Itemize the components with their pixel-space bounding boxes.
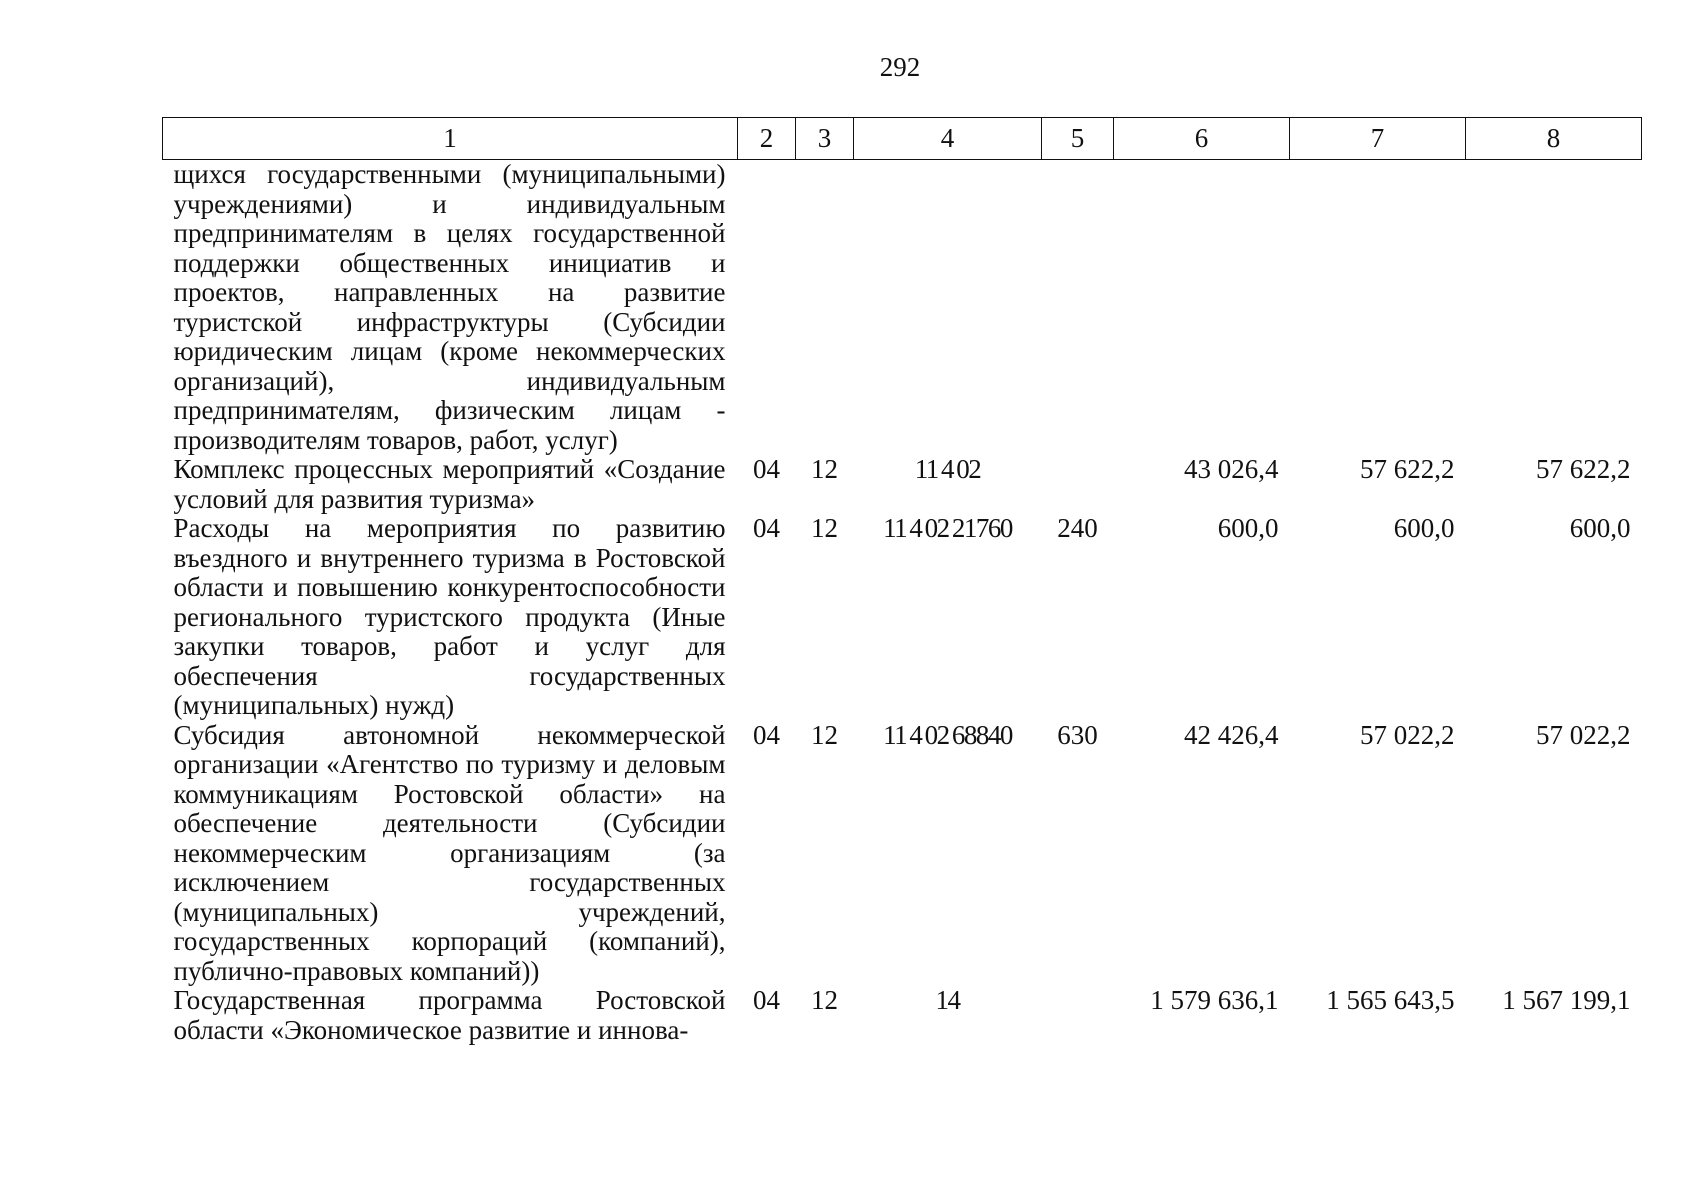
row-amount-col6: 43 026,4 [1184, 454, 1279, 484]
budget-table [162, 117, 1642, 1045]
row-amount-col7: 600,0 [1393, 513, 1455, 543]
row-section: 04 [753, 454, 780, 484]
col-header-3: 3 [796, 118, 854, 160]
table-row [163, 514, 1642, 721]
page-number: 292 [879, 52, 921, 82]
row-section: 04 [753, 985, 780, 1015]
row-description: Государственная программа Ростовской области «Экономическое развитие и иннова- [173, 985, 726, 1045]
row-expense-type: 240 [1057, 513, 1098, 543]
col-header-6: 6 [1114, 118, 1290, 160]
row-subsection [796, 160, 854, 456]
header-row [163, 118, 1642, 160]
row-target-code [854, 160, 1042, 456]
row-description: Комплекс процессных мероприятий «Создание условий для развития туризма» [173, 454, 726, 514]
row-amount-col8: 57 622,2 [1536, 454, 1631, 484]
col-header-1: 1 [163, 118, 738, 160]
row-expense-type [1042, 455, 1114, 514]
col-header-4: 4 [854, 118, 1042, 160]
row-target-code: 11 4 02 [914, 454, 981, 484]
row-section [738, 160, 796, 456]
row-amount-col8 [1466, 160, 1642, 456]
row-subsection: 12 [811, 985, 838, 1015]
row-section: 04 [753, 719, 780, 750]
row-expense-type [1042, 160, 1114, 456]
row-amount-col6: 600,0 [1217, 513, 1279, 543]
row-amount-col8: 600,0 [1569, 513, 1631, 543]
row-amount-col6: 1 579 636,1 [1150, 985, 1279, 1015]
row-section: 04 [753, 513, 780, 543]
row-amount-col8: 57 022,2 [1536, 719, 1631, 750]
row-description: щихся государственными (муниципальными) учреждениями) и индивидуальным предпринимателям в целях государственной поддержки общественных инициатив и проектов, направленных на развитие туристской инфраструктуры (Субсидии юридическим лицам (кроме некоммерческих организаций), индивидуальным предпринимателям, физическим лицам - производителям товаров, работ, услуг) [173, 159, 726, 455]
table-row [163, 455, 1642, 514]
row-expense-type [1042, 986, 1114, 1045]
col-header-7: 7 [1290, 118, 1466, 160]
col-header-8: 8 [1466, 118, 1642, 160]
row-expense-type: 630 [1057, 719, 1098, 750]
row-description: Субсидия автономной некоммерческой организации «Агентство по туризму и деловым коммуникациям Ростовской области» на обеспечение деятельности (Субсидии некоммерческим организациям (за исключением государственных (муниципальных) учреждений, государственных корпораций (компаний), публично-правовых компаний)) [173, 719, 726, 986]
row-amount-col6: 42 426,4 [1184, 719, 1279, 750]
table-row [163, 986, 1642, 1045]
row-amount-col7: 57 622,2 [1360, 454, 1455, 484]
col-header-2: 2 [738, 118, 796, 160]
row-amount-col6 [1114, 160, 1290, 456]
row-amount-col7: 57 022,2 [1360, 719, 1455, 750]
row-target-code: 11 4 02 68840 [883, 719, 1012, 750]
row-description: Расходы на мероприятия по развитию въездного и внутреннего туризма в Ростовской области и повышению конкурентоспособности регионального туристского продукта (Иные закупки товаров, работ и услуг для обеспечения государственных (муниципальных) нужд) [173, 513, 726, 720]
row-amount-col7 [1290, 160, 1466, 456]
row-target-code: 11 4 02 21760 [883, 513, 1012, 543]
table-row [163, 721, 1642, 987]
row-subsection: 12 [811, 719, 838, 750]
row-target-code: 14 [935, 985, 960, 1015]
row-subsection: 12 [811, 454, 838, 484]
table-row [163, 160, 1642, 456]
row-subsection: 12 [811, 513, 838, 543]
row-amount-col7: 1 565 643,5 [1326, 985, 1455, 1015]
row-amount-col8: 1 567 199,1 [1502, 985, 1631, 1015]
col-header-5: 5 [1042, 118, 1114, 160]
